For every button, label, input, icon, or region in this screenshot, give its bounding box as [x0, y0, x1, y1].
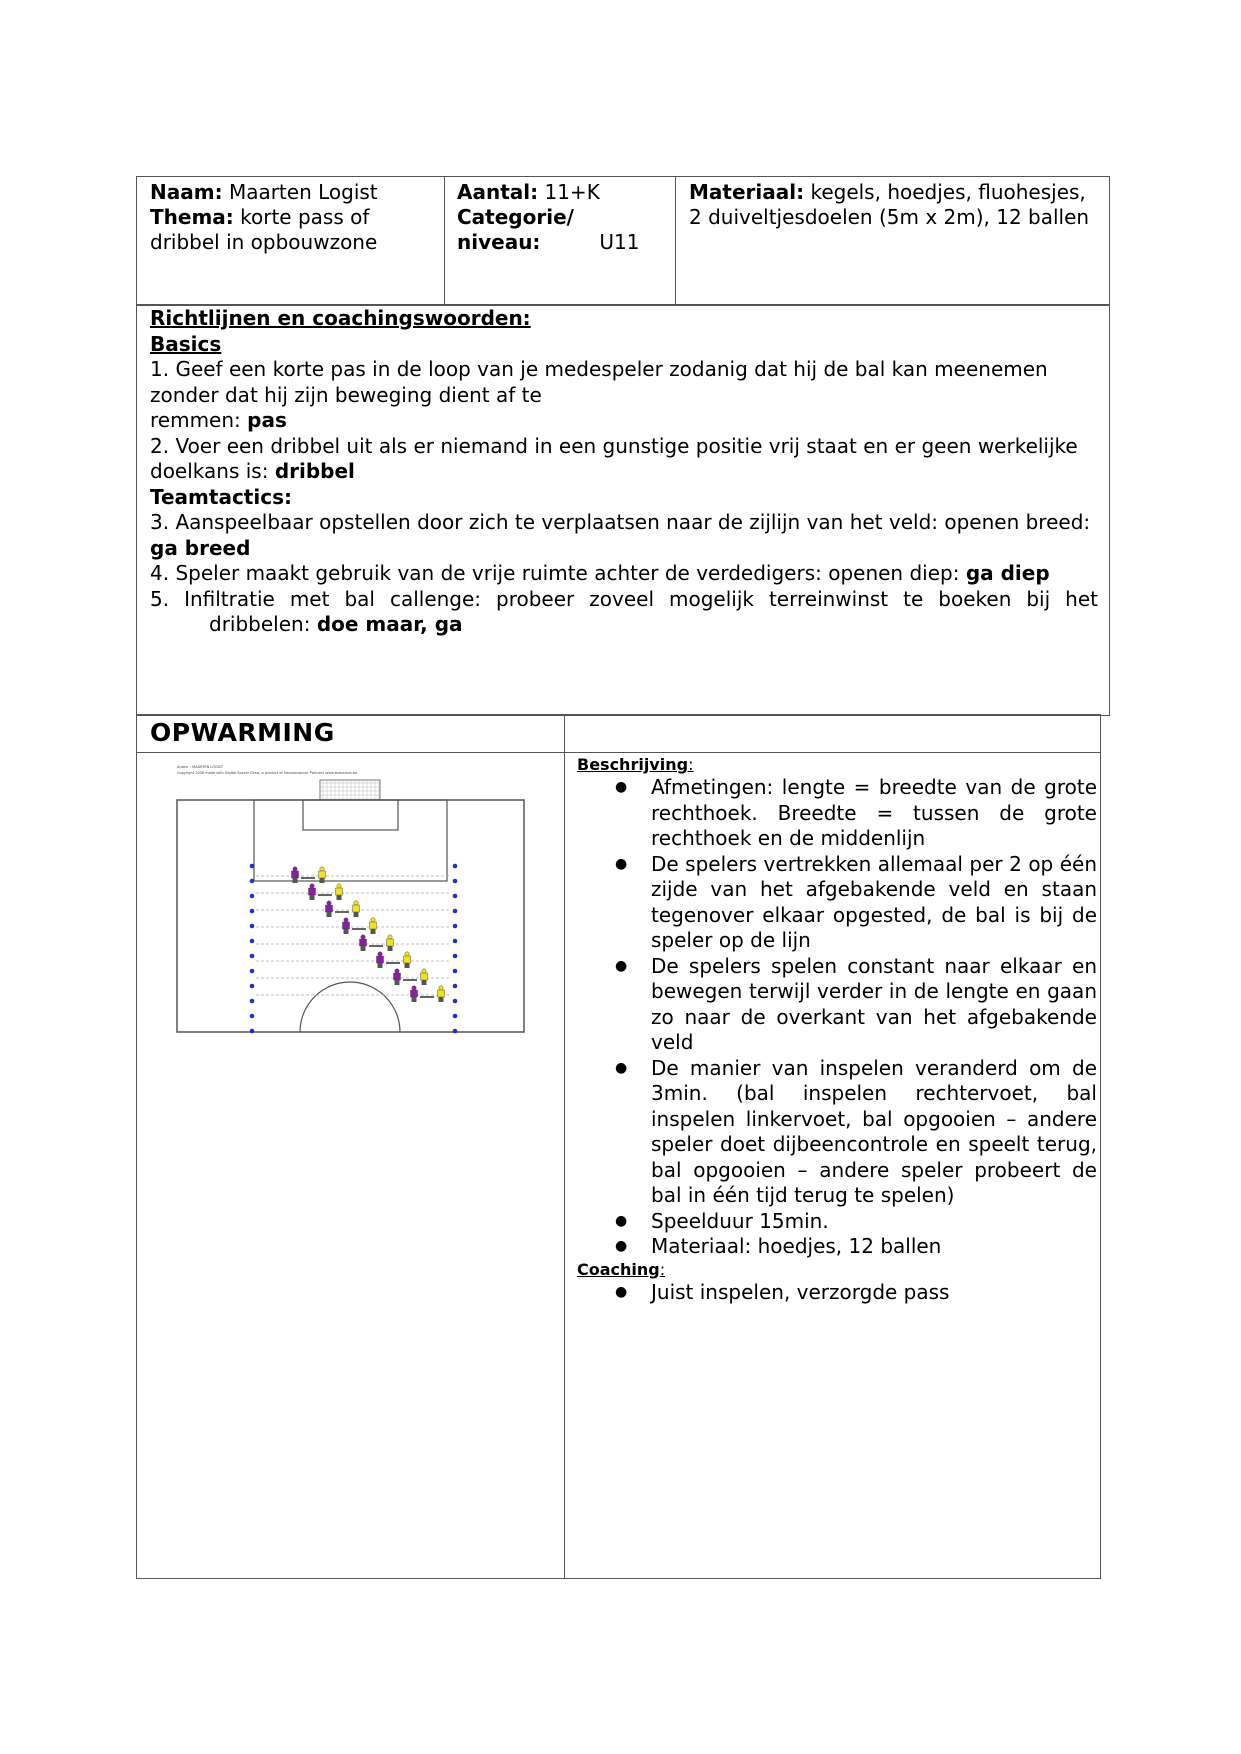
beschrijving-item-text: Afmetingen: lengte = breedte van de grote rechthoek. Breedte = tussen de grote rechthoek en de middenlijn: [651, 775, 1097, 850]
player-icon: [343, 918, 350, 934]
aantal-label: Aantal:: [457, 180, 539, 204]
beschrijving-item-text: De manier van inspelen veranderd om de 3min. (bal inspelen rechtervoet, bal inspelen linkervoet, bal opgooien – andere speler doet dijbeencontrole en speelt terug, bal opgooien – andere speler probeert de bal in één tijd terug te spelen): [651, 1055, 1097, 1207]
opwarming-title: OPWARMING: [150, 718, 335, 747]
cone-icon: [250, 894, 255, 899]
cone-icon: [250, 1029, 255, 1034]
cone-icon: [250, 864, 255, 869]
header-divider-2: [675, 176, 676, 304]
header-materiaal: [689, 180, 1097, 230]
center-circle-arc: [300, 982, 400, 1032]
header-aantal-categorie: [457, 180, 669, 255]
coaching-list: [577, 1280, 1097, 1306]
cone-icon: [453, 999, 458, 1004]
beschrijving-item: [577, 1234, 1097, 1260]
beschrijving-item-text: Speelduur 15min.: [651, 1208, 829, 1233]
categorie-value: U11: [599, 230, 640, 254]
goal-area: [303, 800, 398, 830]
thema-label: Thema:: [150, 205, 234, 229]
item3-text: 3. Aanspeelbaar opstellen door zich te verplaatsen naar de zijlijn van het veld: openen breed:: [150, 510, 1091, 534]
categorie-label: Categorie/ niveau:: [457, 205, 574, 254]
header-naam-thema: [150, 180, 435, 255]
materiaal-value: kegels, hoedjes, fluohesjes, 2 duiveltjesdoelen (5m x 2m), 12 ballen: [689, 180, 1090, 229]
cone-icon: [250, 999, 255, 1004]
player-icon: [292, 867, 299, 883]
item2-text: 2. Voer een dribbel uit als er niemand in een gunstige positie vrij staat en er geen werkelijke doelkans is:: [150, 433, 1078, 483]
opwarming-column-divider: [564, 714, 565, 1579]
player-icon: [360, 935, 367, 951]
player-icon: [353, 901, 360, 917]
cone-icon: [453, 954, 458, 959]
beschrijving-list: [577, 775, 1097, 1260]
item4-keyword: ga diep: [965, 561, 1050, 585]
item4: [150, 561, 1098, 587]
description-column: [577, 755, 1097, 1305]
pitch-outline: [177, 800, 524, 1032]
cone-icon: [453, 879, 458, 884]
coaching-heading: Coaching:: [577, 1259, 666, 1279]
beschrijving-item-text: De spelers spelen constant naar elkaar en bewegen terwijl verder in de lengte en gaan zo naar de overkant van het afgebakende veld: [651, 953, 1097, 1054]
item2-keyword: dribbel: [274, 459, 355, 483]
cone-icon: [250, 924, 255, 929]
player-icon: [326, 901, 333, 917]
penalty-area: [254, 800, 447, 881]
coaching-title: Coaching: [577, 1259, 660, 1279]
player-icon: [421, 969, 428, 985]
player-icon: [411, 986, 418, 1002]
naam-label: Naam:: [150, 180, 223, 204]
bullet-icon: ●: [615, 1212, 628, 1229]
pitch-diagram: [173, 763, 528, 1038]
cone-icon: [453, 909, 458, 914]
cone-icon: [250, 1014, 255, 1019]
player-icon: [377, 952, 384, 968]
teamtactics-title: Teamtactics:: [150, 484, 292, 509]
aantal-value: 11+K: [544, 180, 600, 204]
diagram-caption-copyright: Copyright 2008 made with Digital Soccer Draw, a product of Sessionsoccer Partners www.bsessions.be: [177, 771, 358, 775]
player-icon: [387, 935, 394, 951]
player-icon: [438, 986, 445, 1002]
cone-icon: [250, 954, 255, 959]
cone-icon: [453, 864, 458, 869]
beschrijving-item: [577, 1209, 1097, 1235]
item5-keyword: doe maar, ga: [316, 612, 463, 636]
item5-line1: 5. Infiltratie met bal callenge: probeer zoveel mogelijk terreinwinst te boeken bij het: [150, 586, 1098, 611]
opwarming-header-line: [136, 752, 1101, 753]
cone-icon: [453, 984, 458, 989]
item1-text: remmen:: [150, 408, 248, 432]
coaching-item-text: Juist inspelen, verzorgde pass: [651, 1279, 950, 1304]
cone-icon: [250, 879, 255, 884]
drill-elements: [250, 864, 458, 1034]
cone-icon: [453, 924, 458, 929]
bullet-icon: ●: [615, 1238, 628, 1254]
cone-icon: [453, 894, 458, 899]
beschrijving-item-text: De spelers vertrekken allemaal per 2 op één zijde van het afgebakende veld en staan tegenover elkaar opgested, de bal is bij de speler op de lijn: [651, 851, 1097, 952]
beschrijving-item-text: Materiaal: hoedjes, 12 ballen: [651, 1234, 942, 1258]
beschrijving-item: [577, 775, 1097, 852]
bullet-icon: ●: [615, 855, 628, 872]
cone-icon: [453, 1029, 458, 1034]
item2: [150, 434, 1098, 485]
thema-value: korte pass of dribbel in opbouwzone: [150, 205, 378, 254]
cone-icon: [250, 984, 255, 989]
beschrijving-item: [577, 852, 1097, 954]
bullet-icon: ●: [615, 957, 628, 974]
beschrijving-title: Beschrijving: [577, 755, 689, 774]
item1-line1: 1. Geef een korte pas in de loop van je medespeler zodanig dat hij de bal kan meenemen: [150, 357, 1048, 381]
beschrijving-item: [577, 1056, 1097, 1209]
player-icon: [319, 867, 326, 883]
richtlijnen-content: [150, 306, 1098, 638]
item1-line3: [150, 408, 1098, 434]
naam-value: Maarten Logist: [228, 180, 378, 204]
item3-keyword: ga breed: [150, 535, 251, 560]
player-icon: [404, 952, 411, 968]
materiaal-label: Materiaal:: [689, 180, 805, 204]
cone-icon: [453, 1014, 458, 1019]
item4-text: 4. Speler maakt gebruik van de vrije ruimte achter de verdedigers: openen diep:: [150, 561, 966, 585]
cone-icon: [250, 939, 255, 944]
item1-keyword: pas: [247, 408, 287, 432]
bullet-icon: ●: [615, 1059, 628, 1076]
cone-icon: [250, 909, 255, 914]
player-icon: [370, 918, 377, 934]
beschrijving-heading: Beschrijving:: [577, 755, 694, 774]
player-icon: [394, 969, 401, 985]
cone-icon: [453, 969, 458, 974]
diagram-caption-author: Auteur : MAARTEN LOGIST: [177, 765, 224, 769]
player-icon: [309, 884, 316, 900]
player-icon: [336, 884, 343, 900]
cone-icon: [250, 969, 255, 974]
cone-icon: [453, 939, 458, 944]
item5-text: dribbelen:: [209, 612, 317, 636]
item1-line2: zonder dat hij zijn beweging dient af te: [150, 382, 542, 407]
bullet-icon: ●: [615, 1283, 628, 1300]
beschrijving-item: [577, 954, 1097, 1056]
item5-line2: [150, 612, 1098, 638]
basics-title: Basics: [150, 331, 222, 356]
richtlijnen-title: Richtlijnen en coachingswoorden:: [150, 306, 531, 330]
coaching-item: [577, 1280, 1097, 1306]
item3: [150, 510, 1098, 561]
header-divider-1: [444, 176, 445, 304]
bullet-icon: ●: [615, 779, 628, 795]
